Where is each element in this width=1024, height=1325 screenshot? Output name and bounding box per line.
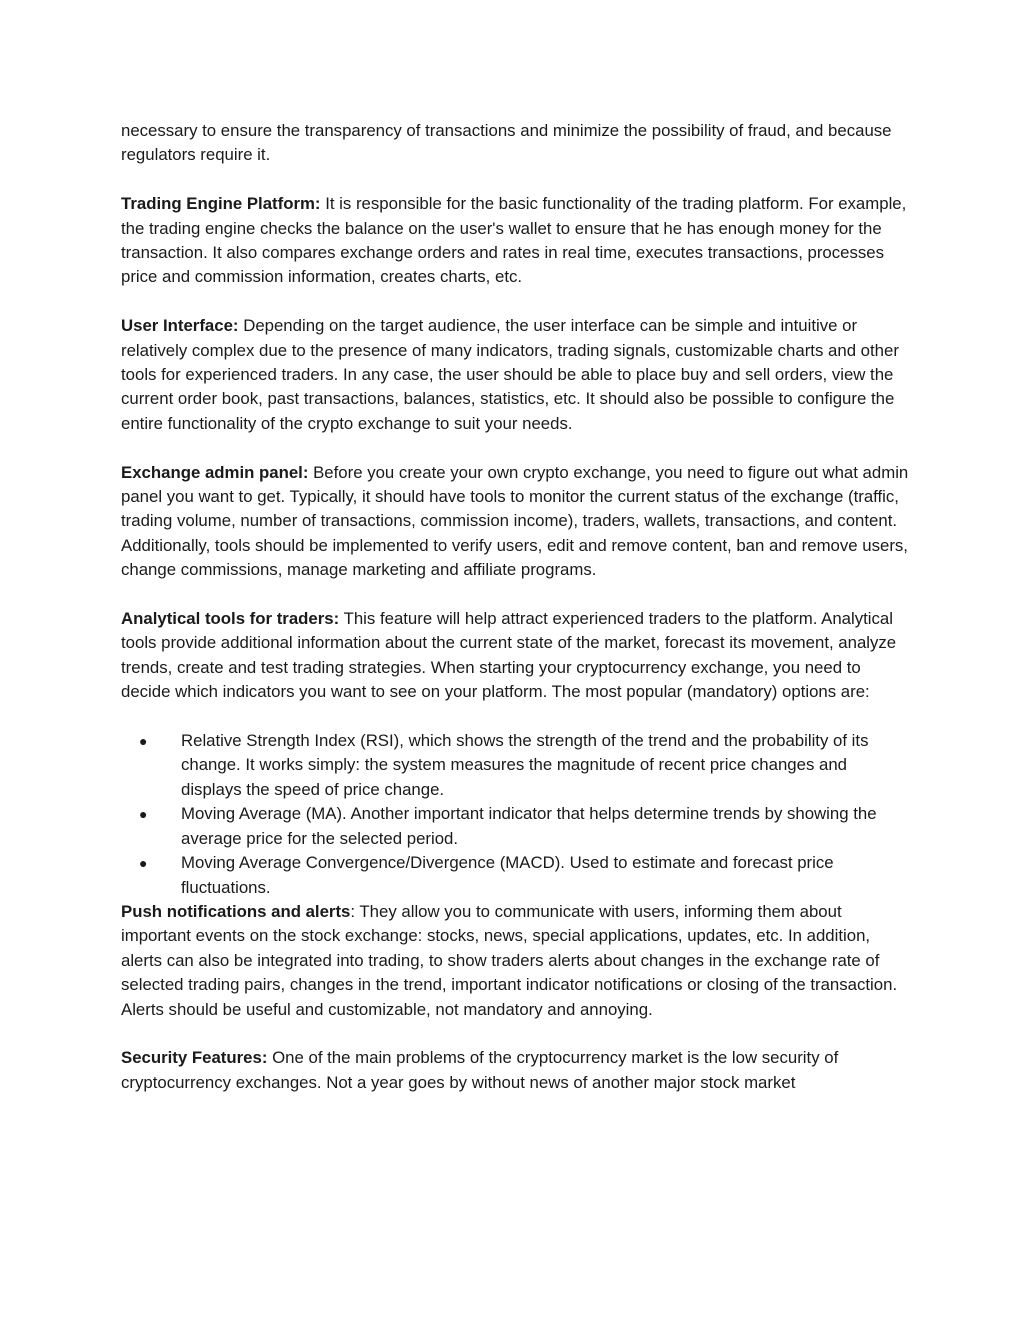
bullet-icon: ● [139, 733, 148, 750]
paragraph-heading: Exchange admin panel: [121, 462, 309, 482]
paragraph-analytical-tools [121, 607, 911, 705]
paragraph-text: necessary to ensure the transparency of transactions and minimize the possibility of fraud, and because regulators require it. [121, 121, 892, 165]
paragraph-user-interface [121, 314, 911, 436]
list-item-text: Relative Strength Index (RSI), which shows the strength of the trend and the probability of its change. It works simply: the system measures the magnitude of recent price changes and displays the speed of price change. [181, 731, 869, 799]
paragraph-heading: Security Features: [121, 1048, 268, 1068]
indicator-list [121, 729, 911, 900]
paragraph-trading-engine [121, 192, 911, 290]
list-item-text: Moving Average Convergence/Divergence (MACD). Used to estimate and forecast price fluctuations. [181, 853, 834, 897]
list-item [121, 851, 911, 900]
paragraph-admin-panel [121, 461, 911, 583]
paragraph-heading: Trading Engine Platform: [121, 194, 321, 214]
list-item [121, 802, 911, 851]
paragraph-text: Before you create your own crypto exchange, you need to figure out what admin panel you want to get. Typically, it should have tools to monitor the current status of the exchange (traffic, trading volume, number of transactions, commission income), traders, wallets, transactions, and content. Additionally, tools should be implemented to verify users, edit and remove content, ban and remove users, change commissions, manage marketing and affiliate programs. [121, 462, 909, 580]
list-item [121, 729, 911, 802]
paragraph-text: This feature will help attract experienced traders to the platform. Analytical tools provide additional information about the current state of the market, forecast its movement, analyze trends, create and test trading strategies. When starting your cryptocurrency exchange, you need to decide which indicators you want to see on your platform. The most popular (mandatory) options are: [121, 609, 897, 702]
paragraph-text: Depending on the target audience, the user interface can be simple and intuitive or relatively complex due to the presence of many indicators, trading signals, customizable charts and other tools for experienced traders. In any case, the user should be able to place buy and sell orders, view the current order book, past transactions, balances, statistics, etc. It should also be possible to configure the entire functionality of the crypto exchange to suit your needs. [121, 316, 899, 433]
paragraph-transparency [121, 119, 911, 168]
document-page [121, 119, 911, 1095]
paragraph-heading: Push notifications and alerts [121, 901, 351, 921]
paragraph-security-features [121, 1046, 911, 1095]
paragraph-text: It is responsible for the basic functionality of the trading platform. For example, the trading engine checks the balance on the user's wallet to ensure that he has enough money for the transaction. It also compares exchange orders and rates in real time, executes transactions, processes price and commission information, creates charts, etc. [121, 194, 907, 287]
bullet-icon: ● [139, 855, 148, 872]
paragraph-push-notifications [121, 900, 911, 1022]
bullet-icon: ● [139, 806, 148, 823]
list-item-text: Moving Average (MA). Another important indicator that helps determine trends by showing the average price for the selected period. [181, 804, 877, 848]
paragraph-text: One of the main problems of the cryptocurrency market is the low security of cryptocurrency exchanges. Not a year goes by without news of another major stock market [121, 1048, 839, 1092]
paragraph-heading: User Interface: [121, 316, 239, 336]
paragraph-text: : They allow you to communicate with users, informing them about important events on the stock exchange: stocks, news, special applications, updates, etc. In addition, alerts can also be integrated into trading, to show traders alerts about changes in the exchange rate of selected trading pairs, changes in the trend, important indicator notifications or closing of the transaction. Alerts should be useful and customizable, not mandatory and annoying. [121, 901, 898, 1019]
paragraph-heading: Analytical tools for traders: [121, 609, 340, 629]
